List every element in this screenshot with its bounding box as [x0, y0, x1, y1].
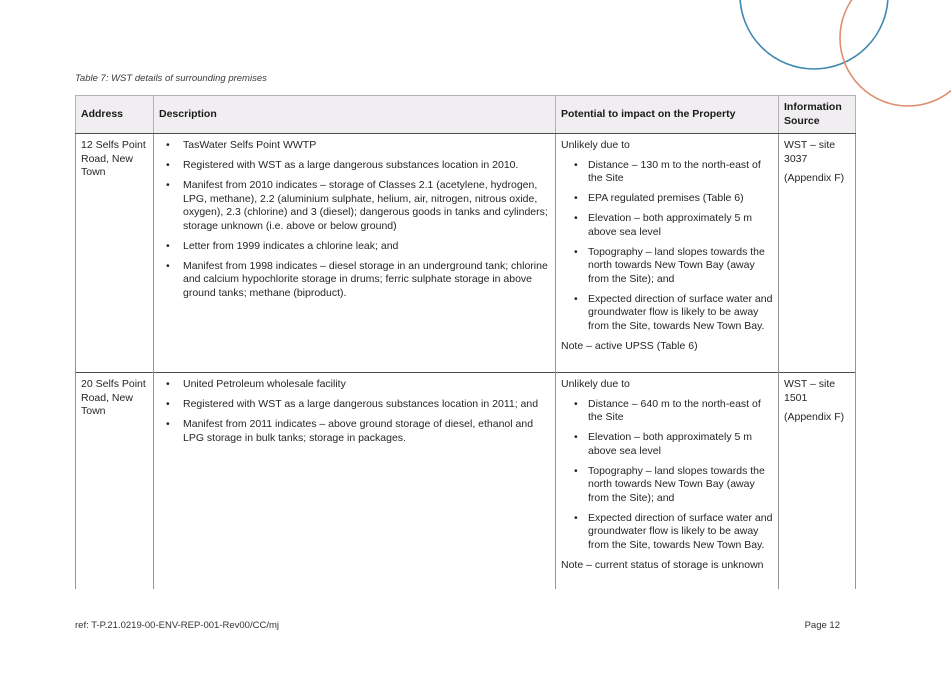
- source-site: WST – site 1501: [784, 378, 836, 404]
- premises-table: [75, 95, 856, 589]
- impact-bullet: • Topography – land slopes towards the north towards New Town Bay (away from the Site); and: [561, 465, 773, 506]
- source-appendix: (Appendix F): [784, 172, 845, 184]
- impact-note: Note – current status of storage is unknown: [561, 558, 764, 571]
- impact-bullet: • Distance – 640 m to the north-east of the Site: [561, 398, 773, 425]
- description-bullet: • United Petroleum wholesale facility: [159, 378, 550, 392]
- description-cell: [154, 134, 556, 373]
- source-site: WST – site 3037: [784, 139, 836, 165]
- information-source-cell: [779, 134, 856, 373]
- table-row-20-selfs-point: [76, 373, 856, 589]
- source-appendix: (Appendix F): [784, 411, 845, 423]
- description-bullet: • Registered with WST as a large dangerous substances location in 2011; and: [159, 398, 550, 412]
- address-cell: 20 Selfs Point Road, New Town: [76, 373, 154, 589]
- impact-bullet: • Expected direction of surface water and groundwater flow is likely to be away from the Site, towards New Town Bay.: [561, 512, 773, 553]
- impact-bullet: • Expected direction of surface water and groundwater flow is likely to be away from the Site, towards New Town Bay.: [561, 293, 773, 334]
- header-row: [76, 96, 856, 134]
- impact-intro: Unlikely due to: [561, 139, 630, 151]
- premises-table-container: [75, 95, 855, 589]
- impact-cell: [556, 134, 779, 373]
- footer-reference: ref: T-P.21.0219-00-ENV-REP-001-Rev00/CC/mj: [75, 620, 279, 631]
- col-header-address: Address: [76, 96, 154, 134]
- impact-bullet: • Distance – 130 m to the north-east of the Site: [561, 159, 773, 186]
- impact-bullet-list: [561, 159, 773, 334]
- table-caption: Table 7: WST details of surrounding premises: [75, 73, 267, 84]
- impact-bullet-list: [561, 398, 773, 553]
- impact-intro: Unlikely due to: [561, 378, 630, 390]
- col-header-description: Description: [154, 96, 556, 134]
- description-bullet: • Letter from 1999 indicates a chlorine leak; and: [159, 240, 550, 254]
- col-header-information-source: Information Source: [779, 96, 856, 134]
- information-source-cell: [779, 373, 856, 589]
- impact-bullet: • Elevation – both approximately 5 m above sea level: [561, 212, 773, 239]
- description-bullet: • TasWater Selfs Point WWTP: [159, 139, 550, 153]
- impact-bullet: • EPA regulated premises (Table 6): [561, 192, 773, 206]
- impact-bullet: • Elevation – both approximately 5 m above sea level: [561, 431, 773, 458]
- address-cell: 12 Selfs Point Road, New Town: [76, 134, 154, 373]
- description-bullet: • Manifest from 1998 indicates – diesel storage in an underground tank; chlorine and calcium hypochlorite storage in drums; ferric sulphate storage in above ground tanks; methane (biproduct).: [159, 260, 550, 301]
- description-bullet-list: [159, 378, 550, 445]
- footer-page-number: Page 12: [804, 620, 840, 631]
- orange-circle-decoration: [840, 0, 951, 106]
- table-row-12-selfs-point: [76, 134, 856, 373]
- col-header-impact: Potential to impact on the Property: [556, 96, 779, 134]
- description-bullet: • Manifest from 2011 indicates – above ground storage of diesel, ethanol and LPG storage in bulk tanks; storage in packages.: [159, 418, 550, 445]
- impact-note: Note – active UPSS (Table 6): [561, 339, 698, 352]
- description-cell: [154, 373, 556, 589]
- impact-bullet: • Topography – land slopes towards the north towards New Town Bay (away from the Site); and: [561, 246, 773, 287]
- impact-cell: [556, 373, 779, 589]
- blue-circle-decoration: [740, 0, 888, 69]
- description-bullet: • Registered with WST as a large dangerous substances location in 2010.: [159, 159, 550, 173]
- description-bullet: • Manifest from 2010 indicates – storage of Classes 2.1 (acetylene, hydrogen, LPG, methane), 2.2 (aluminium sulphate, helium, air, nitrogen, nitrous oxide, oxygen), 2.3 (chlorine) and 3 (diesel); dangerous goods in tanks and cylinders; storage unknown (i.e. above or below ground): [159, 179, 550, 233]
- page-footer: [75, 620, 840, 631]
- description-bullet-list: [159, 139, 550, 300]
